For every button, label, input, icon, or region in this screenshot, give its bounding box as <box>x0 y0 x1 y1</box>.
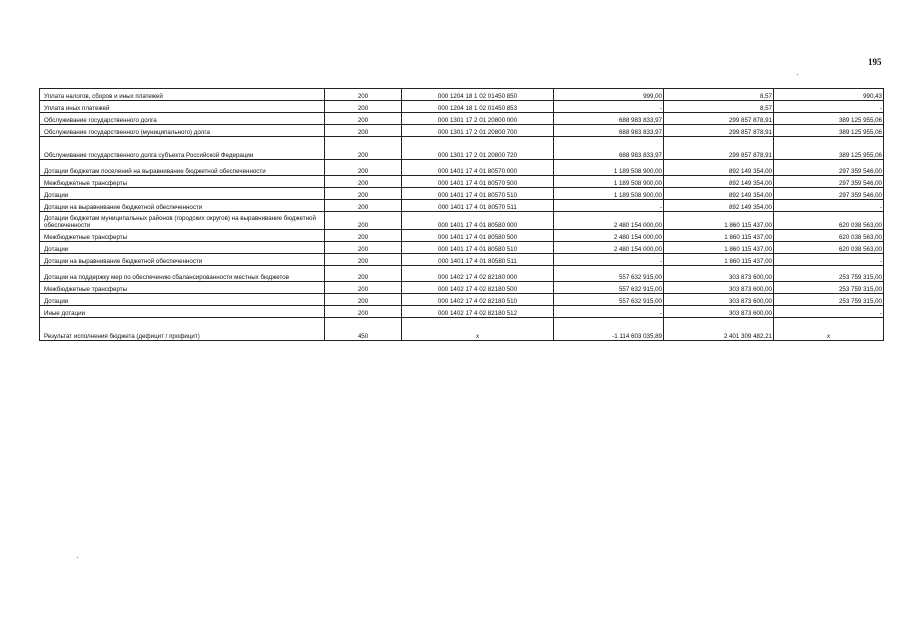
row-executed: 1 860 115 437,00 <box>664 254 774 266</box>
row-name: Дотации на выравнивание бюджетной обеспеченности <box>40 200 325 212</box>
row-classifier: 000 1402 17 4 02 82180 510 <box>402 294 554 306</box>
row-code: 200 <box>325 125 402 137</box>
row-classifier: 000 1301 17 2 01 20800 000 <box>402 113 554 125</box>
row-unexecuted: 389 125 955,06 <box>774 113 884 125</box>
row-executed: 303 873 600,00 <box>664 306 774 318</box>
row-approved: 2 480 154 000,00 <box>554 230 664 242</box>
row-name: Межбюджетные трансферты <box>40 282 325 294</box>
row-code: 200 <box>325 176 402 188</box>
row-approved: 1 189 508 900,00 <box>554 188 664 200</box>
row-code: 200 <box>325 113 402 125</box>
row-code: 200 <box>325 230 402 242</box>
row-approved: 557 632 915,00 <box>554 266 664 282</box>
table-row <box>40 266 884 282</box>
row-classifier: x <box>402 318 554 341</box>
row-approved: - <box>554 254 664 266</box>
table-row <box>40 101 884 113</box>
row-classifier: 000 1401 17 4 01 80570 000 <box>402 160 554 176</box>
row-code: 200 <box>325 294 402 306</box>
row-code: 200 <box>325 188 402 200</box>
row-executed: 303 873 600,00 <box>664 282 774 294</box>
row-approved: 1 189 508 900,00 <box>554 160 664 176</box>
row-unexecuted: 620 038 563,00 <box>774 242 884 254</box>
row-classifier: 000 1402 17 4 02 82180 000 <box>402 266 554 282</box>
row-name: Обслуживание государственного (муниципального) долга <box>40 125 325 137</box>
row-code: 200 <box>325 212 402 230</box>
row-name: Межбюджетные трансферты <box>40 176 325 188</box>
row-unexecuted: 297 359 546,00 <box>774 176 884 188</box>
row-unexecuted: 620 038 563,00 <box>774 212 884 230</box>
row-executed: 2 401 309 482,21 <box>664 318 774 341</box>
row-approved: 688 983 833,97 <box>554 137 664 160</box>
row-unexecuted: - <box>774 254 884 266</box>
row-code: 200 <box>325 200 402 212</box>
page-number: 195 <box>868 57 882 67</box>
row-name: Иные дотации <box>40 306 325 318</box>
budget-execution-table <box>39 88 884 341</box>
row-approved: 999,00 <box>554 89 664 101</box>
row-classifier: 000 1401 17 4 01 80570 511 <box>402 200 554 212</box>
row-classifier: 000 1204 18 1 02 01450 853 <box>402 101 554 113</box>
row-approved: -1 114 603 035,89 <box>554 318 664 341</box>
table-row <box>40 294 884 306</box>
scan-speck <box>797 74 798 75</box>
row-executed: 8,57 <box>664 89 774 101</box>
row-name: Уплата иных платежей <box>40 101 325 113</box>
row-code: 200 <box>325 266 402 282</box>
row-name: Межбюджетные трансферты <box>40 230 325 242</box>
table-row <box>40 200 884 212</box>
row-classifier: 000 1402 17 4 02 82180 500 <box>402 282 554 294</box>
table-row <box>40 176 884 188</box>
table-row <box>40 125 884 137</box>
row-name: Дотации <box>40 294 325 306</box>
row-classifier: 000 1401 17 4 01 80580 510 <box>402 242 554 254</box>
row-unexecuted: - <box>774 101 884 113</box>
row-classifier: 000 1301 17 2 01 20800 720 <box>402 137 554 160</box>
row-name: Дотации на поддержку мер по обеспечению сбалансированности местных бюджетов <box>40 266 325 282</box>
row-classifier: 000 1401 17 4 01 80580 511 <box>402 254 554 266</box>
row-executed: 1 860 115 437,00 <box>664 242 774 254</box>
row-name: Результат исполнения бюджета (дефицит / профицит) <box>40 318 325 341</box>
row-approved: - <box>554 306 664 318</box>
row-classifier: 000 1401 17 4 01 80580 500 <box>402 230 554 242</box>
row-unexecuted: 990,43 <box>774 89 884 101</box>
row-code: 200 <box>325 306 402 318</box>
table-row <box>40 89 884 101</box>
scan-speck <box>77 557 78 558</box>
row-unexecuted: 389 125 955,06 <box>774 137 884 160</box>
row-classifier: 000 1301 17 2 01 20800 700 <box>402 125 554 137</box>
row-unexecuted: 253 759 315,00 <box>774 282 884 294</box>
table-row <box>40 230 884 242</box>
row-executed: 299 857 878,91 <box>664 137 774 160</box>
row-approved: 2 480 154 000,00 <box>554 212 664 230</box>
table-row <box>40 318 884 341</box>
row-executed: 303 873 600,00 <box>664 266 774 282</box>
table-row <box>40 188 884 200</box>
row-executed: 1 860 115 437,00 <box>664 212 774 230</box>
row-classifier: 000 1401 17 4 01 80580 000 <box>402 212 554 230</box>
row-name: Дотации <box>40 188 325 200</box>
row-name: Дотации на выравнивание бюджетной обеспеченности <box>40 254 325 266</box>
row-code: 200 <box>325 160 402 176</box>
row-executed: 299 857 878,91 <box>664 113 774 125</box>
row-unexecuted: 620 038 563,00 <box>774 230 884 242</box>
row-approved: 688 983 833,97 <box>554 113 664 125</box>
table-row <box>40 242 884 254</box>
row-approved: 1 189 508 900,00 <box>554 176 664 188</box>
row-unexecuted: 253 759 315,00 <box>774 266 884 282</box>
row-code: 200 <box>325 137 402 160</box>
table-row <box>40 160 884 176</box>
row-executed: 299 857 878,91 <box>664 125 774 137</box>
row-unexecuted: 297 359 546,00 <box>774 188 884 200</box>
row-code: 200 <box>325 242 402 254</box>
row-approved: 557 632 915,00 <box>554 294 664 306</box>
row-unexecuted: - <box>774 200 884 212</box>
row-name: Обслуживание государственного долга субъекта Российской Федерации <box>40 137 325 160</box>
table-row <box>40 212 884 230</box>
row-approved: - <box>554 200 664 212</box>
row-name: Дотации бюджетам муниципальных районов (городских округов) на выравнивание бюджетной обеспеченности <box>40 212 325 230</box>
row-classifier: 000 1402 17 4 02 82180 512 <box>402 306 554 318</box>
row-executed: 892 149 354,00 <box>664 160 774 176</box>
row-name: Дотации <box>40 242 325 254</box>
table-row <box>40 306 884 318</box>
row-executed: 1 860 115 437,00 <box>664 230 774 242</box>
table-row <box>40 254 884 266</box>
row-unexecuted: - <box>774 306 884 318</box>
row-name: Обслуживание государственного долга <box>40 113 325 125</box>
row-approved: 2 480 154 000,00 <box>554 242 664 254</box>
row-classifier: 000 1204 18 1 02 01450 850 <box>402 89 554 101</box>
row-name: Дотации бюджетам поселений на выравнивание бюджетной обеспеченности <box>40 160 325 176</box>
row-name: Уплата налогов, сборов и иных платежей <box>40 89 325 101</box>
table-row <box>40 113 884 125</box>
table-row <box>40 282 884 294</box>
row-approved: 688 983 833,97 <box>554 125 664 137</box>
row-code: 200 <box>325 282 402 294</box>
row-approved: 557 632 915,00 <box>554 282 664 294</box>
row-approved: - <box>554 101 664 113</box>
row-executed: 892 149 354,00 <box>664 176 774 188</box>
row-classifier: 000 1401 17 4 01 80570 500 <box>402 176 554 188</box>
row-classifier: 000 1401 17 4 01 80570 510 <box>402 188 554 200</box>
row-code: 200 <box>325 89 402 101</box>
row-unexecuted: 297 359 546,00 <box>774 160 884 176</box>
row-code: 200 <box>325 101 402 113</box>
row-code: 450 <box>325 318 402 341</box>
row-executed: 8,57 <box>664 101 774 113</box>
row-executed: 892 149 354,00 <box>664 200 774 212</box>
row-executed: 892 149 354,00 <box>664 188 774 200</box>
row-code: 200 <box>325 254 402 266</box>
row-unexecuted: 253 759 315,00 <box>774 294 884 306</box>
row-unexecuted: x <box>774 318 884 341</box>
table-row <box>40 137 884 160</box>
row-unexecuted: 389 125 955,06 <box>774 125 884 137</box>
row-executed: 303 873 600,00 <box>664 294 774 306</box>
